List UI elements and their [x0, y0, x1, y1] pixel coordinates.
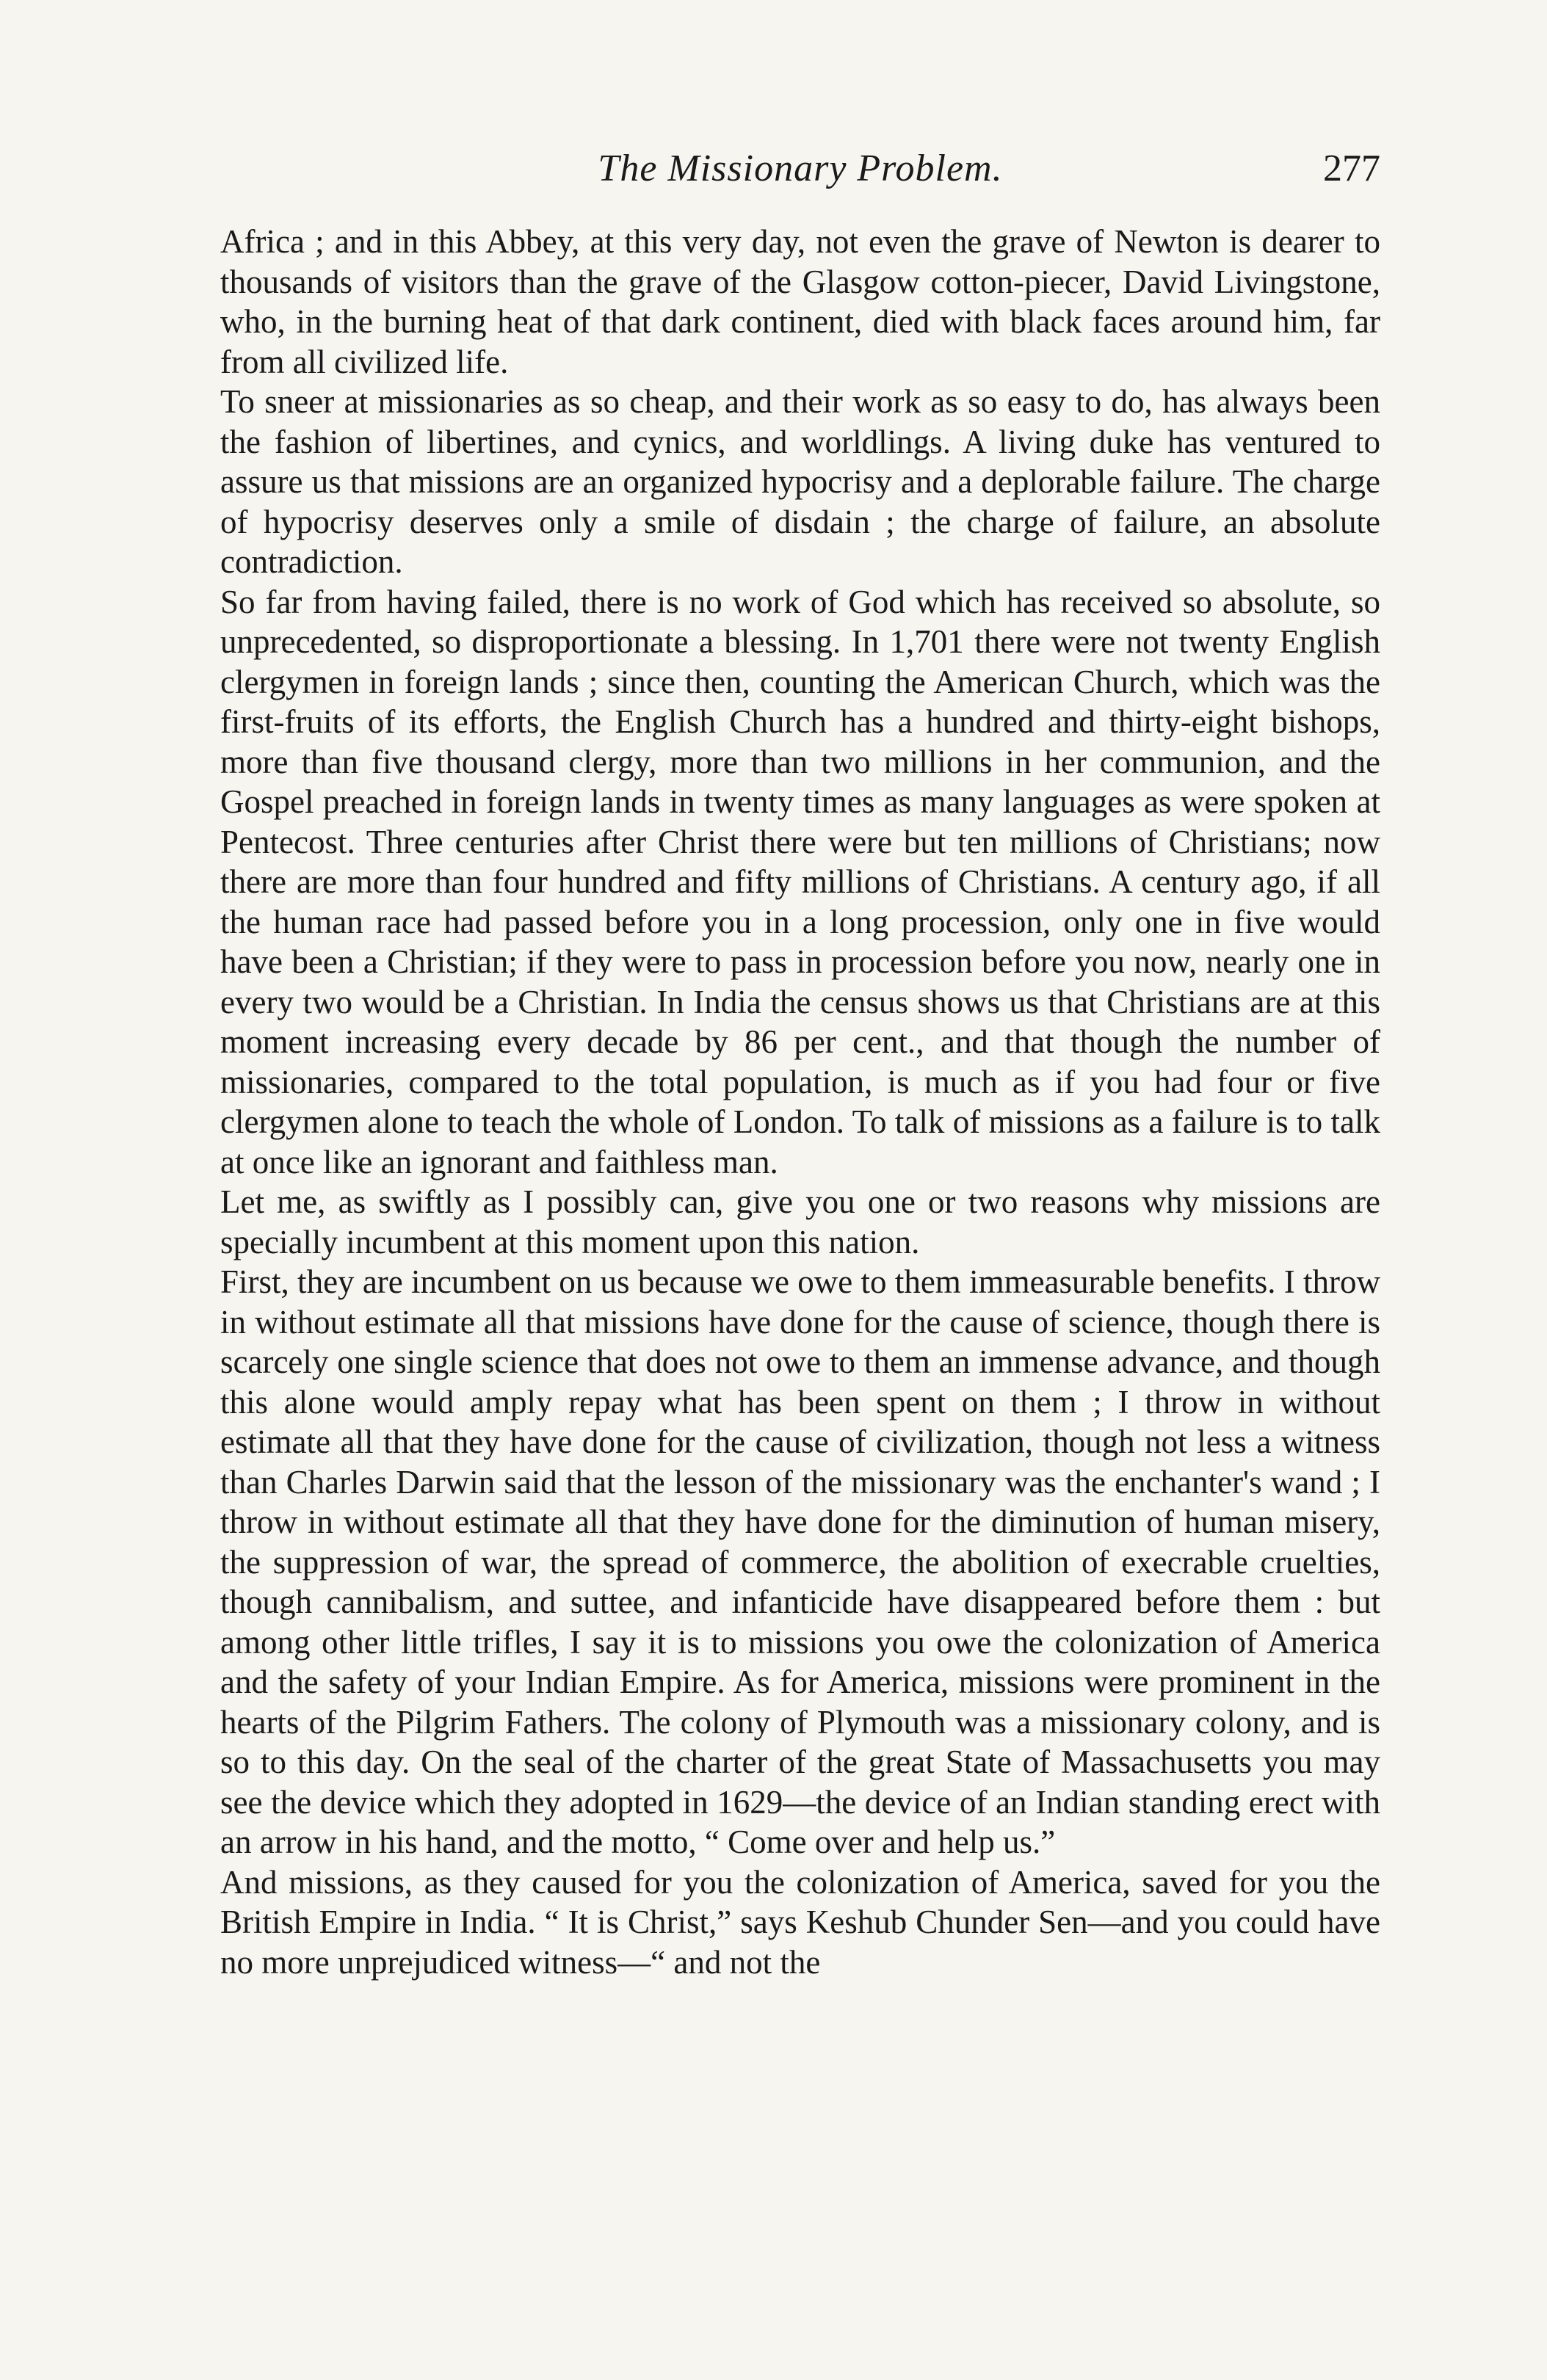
page-number: 277 — [1323, 148, 1380, 189]
paragraph-6: And missions, as they caused for you the colonization of America, saved for you the British Empire in India. “ It is Christ,” says Keshub Chunder Sen—and you could have no more unprejudiced witness—“ and not the — [220, 1863, 1380, 1981]
running-title: The Missionary Problem. — [598, 148, 1003, 189]
paragraph-5: First, they are incumbent on us because we owe to them immeasurable benefits. I throw in without estimate all that missions have done for the cause of science, though there is scarcely one single science that does not owe to them an immense advance, and though this alone would amply repay what has been spent on them ; I throw in without estimate all that they have done for the cause of civilization, though not less a witness than Charles Darwin said that the lesson of the missionary was the enchanter's wand ; I throw in without estimate all that they have done for the diminution of human misery, the suppression of war, the spread of commerce, the abolition of execrable cruelties, though cannibalism, and suttee, and infanticide have disappeared before them : but among other little trifles, I say it is to missions you owe the colonization of America and the safety of your Indian Empire. As for America, missions were prominent in the hearts of the Pilgrim Fathers. The colony of Plymouth was a missionary colony, and is so to this day. On the seal of the charter of the great State of Massachusetts you may see the device which they adopted in 1629—the device of an Indian standing erect with an arrow in his hand, and the motto, “ Come over and help us.” — [220, 1263, 1380, 1860]
body-text — [220, 222, 1380, 1982]
paragraph-1: Africa ; and in this Abbey, at this very day, not even the grave of Newton is dearer to thousands of visitors than the grave of the Glasgow cotton-piecer, David Livingstone, who, in the burning heat of that dark continent, died with black faces around him, far from all civilized life. — [220, 223, 1380, 380]
paragraph-3: So far from having failed, there is no work of God which has received so absolute, so unprecedented, so disproportionate a blessing. In 1,701 there were not twenty English clergymen in foreign lands ; since then, counting the American Church, which was the first-fruits of its efforts, the English Church has a hundred and thirty-eight bishops, more than five thousand clergy, more than two millions in her communion, and the Gospel preached in foreign lands in twenty times as many languages as were spoken at Pentecost. Three centuries after Christ there were but ten millions of Christians; now there are more than four hundred and fifty millions of Christians. A century ago, if all the human race had passed before you in a long procession, only one in five would have been a Christian; if they were to pass in procession before you now, nearly one in every two would be a Christian. In India the census shows us that Christians are at this moment increasing every decade by 86 per cent., and that though the number of missionaries, compared to the total population, is much as if you had four or five clergymen alone to teach the whole of London. To talk of missions as a failure is to talk at once like an ignorant and faithless man. — [220, 583, 1380, 1180]
paragraph-4: Let me, as swiftly as I possibly can, give you one or two reasons why missions are specially incumbent at this moment upon this nation. — [220, 1183, 1380, 1260]
book-page — [220, 147, 1380, 1982]
running-head — [220, 147, 1380, 206]
paragraph-2: To sneer at missionaries as so cheap, and their work as so easy to do, has always been the fashion of libertines, and cynics, and worldlings. A living duke has ventured to assure us that missions are an organized hypocrisy and a deplorable failure. The charge of hypocrisy deserves only a smile of disdain ; the charge of failure, an absolute contradiction. — [220, 383, 1380, 580]
